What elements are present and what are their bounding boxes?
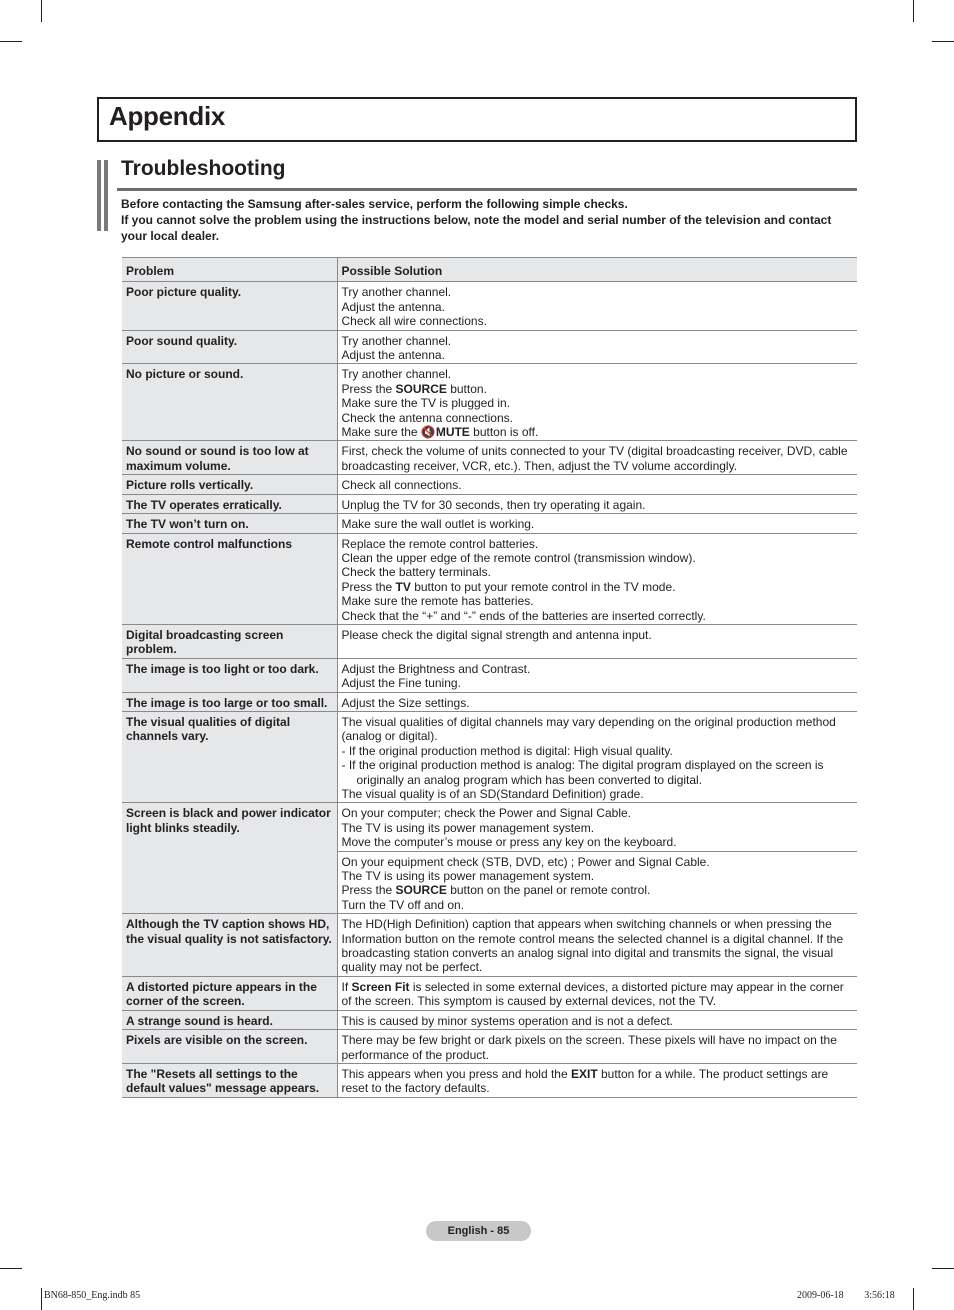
problem-cell: Poor sound quality. — [122, 330, 337, 364]
table-body — [122, 282, 857, 1097]
solution-line: The TV is using its power management system. — [341, 869, 595, 884]
solution-cell — [337, 533, 857, 624]
solution-line: Replace the remote control batteries. — [341, 536, 539, 551]
solution-line: Check the battery terminals. — [341, 565, 491, 580]
solution-cell — [337, 494, 857, 513]
problem-cell: Screen is black and power indicator light blinks steadily. — [122, 803, 337, 914]
table-row — [122, 914, 857, 977]
table-row — [122, 1030, 857, 1064]
solution-line: Check all wire connections. — [341, 314, 487, 329]
crop-mark — [913, 1288, 914, 1310]
solution-line: Check all connections. — [341, 478, 462, 493]
problem-cell: The TV operates erratically. — [122, 494, 337, 513]
solution-line: Please check the digital signal strength and antenna input. — [341, 627, 652, 642]
solution-line: Try another channel. — [341, 367, 452, 382]
problem-cell: No picture or sound. — [122, 364, 337, 441]
solution-line: Unplug the TV for 30 seconds, then try operating it again. — [341, 497, 646, 512]
solution-line: Make sure the wall outlet is working. — [341, 517, 535, 532]
solution-line: Make sure the TV is plugged in. — [341, 396, 511, 411]
solution-line: The TV is using its power management system. — [341, 820, 595, 835]
solution-line: Try another channel. — [341, 285, 452, 300]
problem-cell: A strange sound is heard. — [122, 1010, 337, 1029]
table-row — [122, 1010, 857, 1029]
solution-cell — [337, 282, 857, 330]
solution-cell — [337, 914, 857, 977]
solution-line: Adjust the Fine tuning. — [341, 676, 461, 691]
table-row — [122, 1063, 857, 1097]
table-row — [122, 494, 857, 513]
problem-cell: Pixels are visible on the screen. — [122, 1030, 337, 1064]
page-number-badge: English - 85 — [426, 1221, 531, 1241]
solution-line: This appears when you press and hold the EXIT button for a while. The product settings are reset to the factory defaults. — [341, 1066, 829, 1096]
solution-cell — [337, 624, 857, 658]
solution-line: The visual quality is of an SD(Standard Definition) grade. — [341, 787, 644, 801]
solution-line: Adjust the antenna. — [341, 348, 445, 363]
solution-line: - If the original production method is digital: High visual quality. — [341, 743, 673, 758]
column-header-solution: Possible Solution — [337, 258, 857, 282]
table-row — [122, 711, 857, 802]
file-info: BN68-850_Eng.indb 85 — [44, 1290, 141, 1301]
problem-cell: Poor picture quality. — [122, 282, 337, 330]
table-row — [122, 803, 857, 851]
table-row — [122, 533, 857, 624]
crop-mark — [0, 1268, 22, 1269]
troubleshooting-table — [122, 257, 857, 1098]
solution-line: If Screen Fit is selected in some external devices, a distorted picture may appear in the corner of the screen. This symptom is caused by external devices, not the TV. — [341, 979, 844, 1009]
crop-mark — [41, 1288, 42, 1310]
solution-line: The visual qualities of digital channels may vary depending on the original production method (analog or digital). — [341, 714, 836, 744]
intro-text — [121, 196, 856, 244]
solution-cell — [337, 514, 857, 533]
problem-cell: Remote control malfunctions — [122, 533, 337, 624]
problem-cell: No sound or sound is too low at maximum volume. — [122, 441, 337, 475]
solution-cell — [337, 1030, 857, 1064]
solution-cell — [337, 803, 857, 851]
solution-cell — [337, 851, 857, 914]
page-title: Appendix — [109, 101, 226, 131]
section-marker — [104, 160, 108, 231]
solution-line: Press the SOURCE button on the panel or remote control. — [341, 883, 651, 898]
solution-line: Adjust the Brightness and Contrast. — [341, 661, 531, 676]
solution-line: Clean the upper edge of the remote control (transmission window). — [341, 550, 696, 565]
crop-mark — [932, 41, 954, 42]
solution-line: Press the SOURCE button. — [341, 381, 487, 396]
problem-cell: The "Resets all settings to the default values" message appears. — [122, 1063, 337, 1097]
problem-cell: A distorted picture appears in the corner of the screen. — [122, 976, 337, 1010]
table-row — [122, 658, 857, 692]
problem-cell: The image is too light or too dark. — [122, 658, 337, 692]
crop-mark — [932, 1268, 954, 1269]
table-row — [122, 330, 857, 364]
table-row — [122, 441, 857, 475]
solution-line: Adjust the antenna. — [341, 299, 445, 314]
column-header-problem: Problem — [122, 258, 337, 282]
solution-cell — [337, 364, 857, 441]
solution-cell — [337, 976, 857, 1010]
crop-mark — [913, 0, 914, 22]
solution-cell — [337, 330, 857, 364]
problem-cell: The image is too large or too small. — [122, 692, 337, 711]
table-row — [122, 624, 857, 658]
solution-line: First, check the volume of units connected to your TV (digital broadcasting receiver, DVD, cable broadcasting receiver, VCR, etc.). Then, adjust the TV volume accordingly. — [341, 444, 848, 473]
solution-line: Check the antenna connections. — [341, 410, 513, 425]
intro-line: Before contacting the Samsung after-sales service, perform the following simple checks. — [121, 197, 628, 211]
solution-line: Try another channel. — [341, 333, 452, 348]
solution-cell — [337, 658, 857, 692]
crop-mark — [41, 0, 42, 22]
solution-line: Adjust the Size settings. — [341, 695, 470, 710]
table-row — [122, 364, 857, 441]
solution-line: On your equipment check (STB, DVD, etc) ; Power and Signal Cable. — [341, 854, 710, 869]
problem-cell: The visual qualities of digital channels vary. — [122, 711, 337, 802]
section-title: Troubleshooting — [121, 157, 286, 180]
table-row — [122, 514, 857, 533]
solution-line: Make sure the 🔇MUTE button is off. — [341, 425, 539, 440]
solution-line: There may be few bright or dark pixels on the screen. These pixels will have no impact on the performance of the product. — [341, 1033, 837, 1062]
table-header-row — [122, 258, 857, 282]
solution-line: Check that the “+” and “-” ends of the batteries are inserted correctly. — [341, 608, 706, 623]
table-row — [122, 692, 857, 711]
intro-line: If you cannot solve the problem using the instructions below, note the model and serial number of the television and contact your local dealer. — [121, 213, 832, 243]
problem-cell: Picture rolls vertically. — [122, 475, 337, 494]
appendix-header — [97, 97, 857, 142]
solution-cell — [337, 692, 857, 711]
solution-cell — [337, 711, 857, 802]
problem-cell: The TV won’t turn on. — [122, 514, 337, 533]
solution-cell — [337, 1063, 857, 1097]
problem-cell: Digital broadcasting screen problem. — [122, 624, 337, 658]
solution-line: On your computer; check the Power and Signal Cable. — [341, 806, 631, 821]
problem-cell: Although the TV caption shows HD, the visual quality is not satisfactory. — [122, 914, 337, 977]
solution-line: Move the computer’s mouse or press any key on the keyboard. — [341, 835, 677, 850]
solution-line: - If the original production method is analog: The digital program displayed on the screen is originally an analog program which has been converted to digital. — [341, 758, 824, 787]
solution-line: The HD(High Definition) caption that appears when switching channels or when pressing the Information button on the remote control means the selected channel is a digital channel. If the broadcasting station converts an analog signal into digital and transmits the signal, the visual quality may not be perfect. — [341, 917, 844, 975]
solution-line: Turn the TV off and on. — [341, 897, 465, 912]
solution-cell — [337, 475, 857, 494]
solution-line: Press the TV button to put your remote control in the TV mode. — [341, 579, 676, 594]
solution-cell — [337, 1010, 857, 1029]
table-row — [122, 475, 857, 494]
section-divider — [117, 188, 857, 191]
solution-cell — [337, 441, 857, 475]
section-marker — [97, 160, 101, 231]
table-row — [122, 282, 857, 330]
crop-mark — [0, 41, 22, 42]
table-row — [122, 976, 857, 1010]
print-timestamp: 2009-06-18 ￿￿ 3:56:18 — [797, 1290, 895, 1301]
solution-line: This is caused by minor systems operation and is not a defect. — [341, 1013, 673, 1028]
solution-line: Make sure the remote has batteries. — [341, 594, 534, 609]
